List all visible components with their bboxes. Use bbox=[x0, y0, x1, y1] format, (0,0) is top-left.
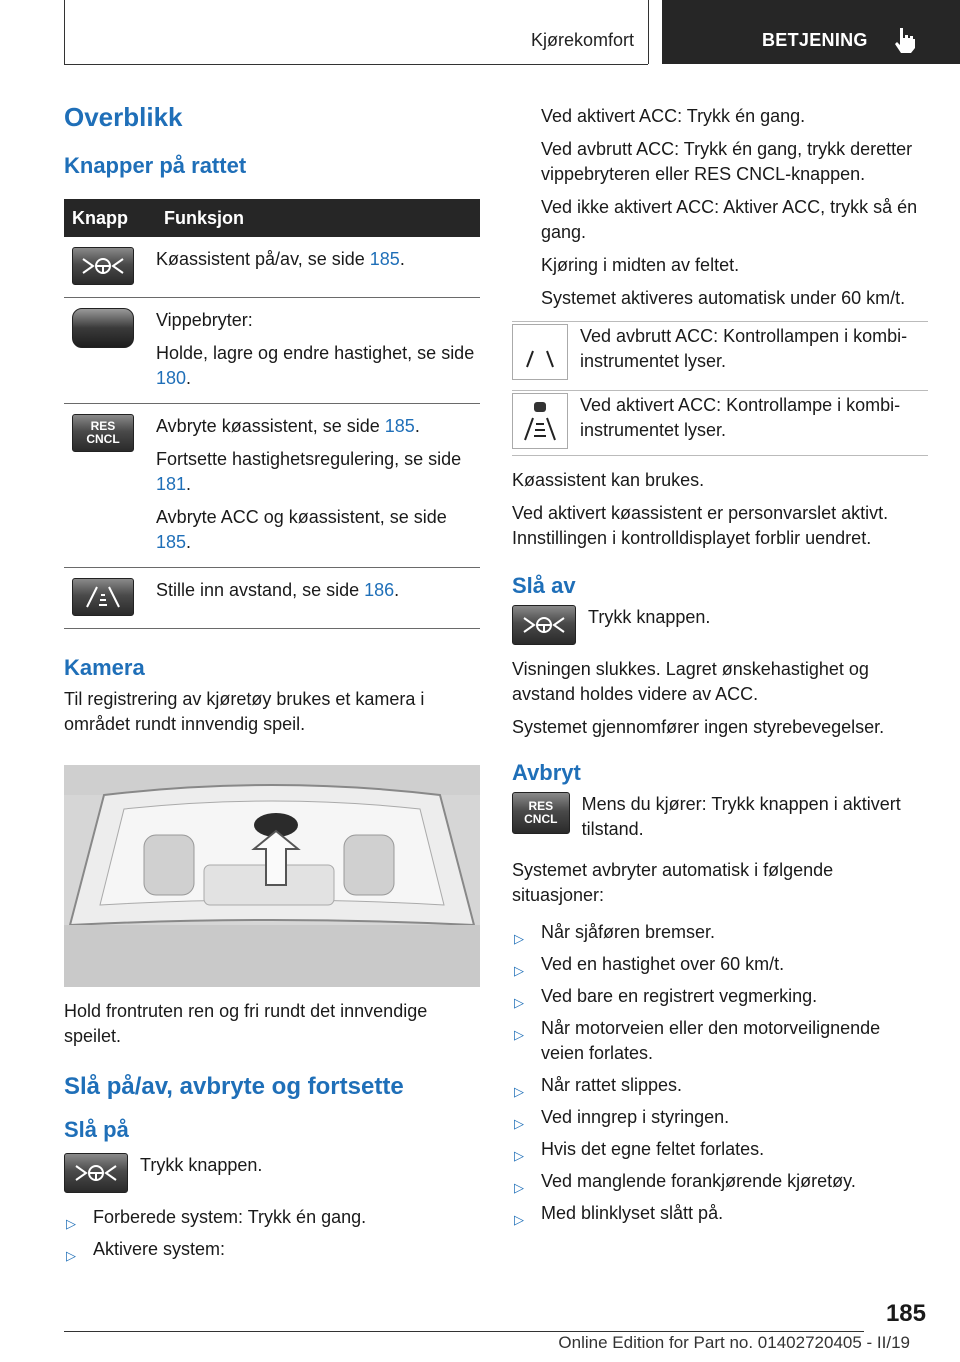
off-text-2: Systemet gjennomfører ingen styrebevegelser. bbox=[512, 717, 885, 737]
triangle-bullet-icon: ▷ bbox=[514, 1212, 524, 1227]
triangle-bullet-icon: ▷ bbox=[514, 1027, 524, 1042]
list-item: ▷ Når motorveien eller den motorveilignende veien forlates. bbox=[514, 1018, 881, 1063]
list-item: ▷ Hvis det egne feltet forlates. bbox=[512, 1137, 928, 1162]
list-item: ▷ Ved manglende forankjørende kjøretøy. bbox=[512, 1169, 928, 1194]
table-cell-text: Køassistent på/av, se side 185. bbox=[156, 249, 405, 269]
footer-edition: Online Edition for Part no. 01402720405 - II/19 bbox=[558, 1333, 910, 1352]
page-link[interactable]: 186 bbox=[364, 580, 395, 600]
list-item: ▷ Forberede system: Trykk én gang. bbox=[64, 1205, 480, 1230]
triangle-bullet-icon: ▷ bbox=[514, 931, 524, 946]
table-row bbox=[64, 298, 480, 404]
table-cell-text: Avbryte ACC og køassistent, se side 185. bbox=[156, 507, 447, 552]
page-number: 185 bbox=[885, 1300, 926, 1327]
usable-text: Køassistent kan brukes. bbox=[512, 470, 705, 490]
divider bbox=[512, 390, 928, 391]
camera-text: Til registrering av kjøretøy brukes et kamera i området rundt innvendig speil. bbox=[64, 689, 425, 734]
cancel-press-text: Mens du kjører: Trykk knappen i aktivert tilstand. bbox=[581, 794, 901, 839]
list-item: ▷ Når sjåføren bremser. bbox=[512, 920, 928, 945]
table-row bbox=[64, 568, 480, 629]
cruise-assist-icon bbox=[512, 605, 576, 645]
left-column bbox=[64, 96, 480, 1269]
indicator-active-text: Ved aktivert ACC: Kontrollampe i kombi-instrumentet lyser. bbox=[580, 395, 901, 440]
camera-heading: Kamera bbox=[64, 655, 145, 680]
warning-text: Ved aktivert køassistent er personvarslet aktivt. Innstillingen i kontrolldisplayet forblir uendret. bbox=[512, 503, 889, 548]
table-cell-text: Fortsette hastighetsregulering, se side 181. bbox=[156, 449, 462, 494]
camera-photo bbox=[64, 765, 480, 987]
page-link[interactable]: 185 bbox=[384, 416, 415, 436]
triangle-bullet-icon: ▷ bbox=[514, 1148, 524, 1163]
list-item: ▷ Ved en hastighet over 60 km/t. bbox=[512, 952, 928, 977]
hand-pointer-icon bbox=[892, 26, 918, 54]
header-chapter-tab bbox=[662, 0, 960, 64]
triangle-bullet-icon: ▷ bbox=[514, 1084, 524, 1099]
page-link[interactable]: 181 bbox=[156, 474, 187, 494]
header-left-rule bbox=[64, 0, 65, 64]
acc-step-text: Ved ikke aktivert ACC: Aktiver ACC, trykk så én gang. bbox=[541, 197, 918, 242]
acc-step-text: Kjøring i midten av feltet. bbox=[541, 255, 740, 275]
cancel-conditions-list bbox=[512, 920, 928, 1226]
indicator-interrupted-text: Ved avbrutt ACC: Kontrollampen i kombi-instrumentet lyser. bbox=[580, 326, 908, 371]
lane-indicator-icon bbox=[512, 324, 568, 380]
photo-caption: Hold frontruten ren og fri rundt det innvendige speilet. bbox=[64, 1001, 428, 1046]
footer-rule bbox=[64, 1331, 864, 1332]
list-item: ▷ Med blinklyset slått på. bbox=[512, 1201, 928, 1226]
header-section-title: Kjørekomfort bbox=[530, 30, 634, 50]
rocker-switch-icon bbox=[72, 308, 134, 348]
header-chapter-label: BETJENING bbox=[762, 30, 868, 50]
page-link[interactable]: 180 bbox=[156, 368, 187, 388]
page-title: Overblikk bbox=[64, 102, 183, 132]
page-link[interactable]: 185 bbox=[156, 532, 187, 552]
res-cncl-icon: RES CNCL bbox=[72, 414, 134, 452]
triangle-bullet-icon: ▷ bbox=[514, 995, 524, 1010]
table-cell-text: Stille inn avstand, se side 186. bbox=[156, 580, 400, 600]
off-heading: Slå av bbox=[512, 573, 576, 598]
triangle-bullet-icon: ▷ bbox=[66, 1248, 76, 1263]
onoff-heading: Slå på/av, avbryte og fortsette bbox=[64, 1073, 404, 1100]
on-heading: Slå på bbox=[64, 1117, 129, 1142]
distance-icon bbox=[72, 578, 134, 616]
acc-step-text: Systemet aktiveres automatisk under 60 km/t. bbox=[541, 288, 906, 308]
triangle-bullet-icon: ▷ bbox=[66, 1216, 76, 1231]
triangle-bullet-icon: ▷ bbox=[514, 1116, 524, 1131]
list-item: ▷ Når rattet slippes. bbox=[512, 1073, 928, 1098]
header-right-rule bbox=[648, 0, 649, 64]
acc-step-text: Ved aktivert ACC: Trykk én gang. bbox=[541, 106, 806, 126]
divider bbox=[512, 455, 928, 456]
off-text-1: Visningen slukkes. Lagret ønskehastighet og avstand holdes videre av ACC. bbox=[512, 659, 869, 704]
on-steps-list bbox=[64, 1205, 480, 1262]
cruise-assist-icon bbox=[64, 1153, 128, 1193]
table-header-function: Funksjon bbox=[156, 199, 480, 237]
list-item: ▷ Ved bare en registrert vegmerking. bbox=[512, 984, 928, 1009]
cancel-heading: Avbryt bbox=[512, 760, 581, 785]
table-cell-text: Vippebryter: bbox=[156, 310, 253, 330]
divider bbox=[512, 321, 928, 322]
list-item: ▷ Ved inngrep i styringen. bbox=[512, 1105, 928, 1130]
table-row bbox=[64, 404, 480, 568]
on-press-text: Trykk knappen. bbox=[140, 1155, 263, 1175]
header-bottom-rule bbox=[64, 64, 648, 65]
buttons-table bbox=[64, 199, 480, 629]
lane-assist-active-icon bbox=[512, 393, 568, 449]
table-cell-text: Holde, lagre og endre hastighet, se side 180. bbox=[156, 343, 475, 388]
page-link[interactable]: 185 bbox=[369, 249, 400, 269]
acc-step-text: Ved avbrutt ACC: Trykk én gang, trykk deretter vippebryteren eller RES CNCL-knappen. bbox=[541, 139, 913, 184]
list-item: ▷ Aktivere system: bbox=[64, 1237, 480, 1262]
table-row bbox=[64, 237, 480, 298]
off-press-text: Trykk knappen. bbox=[588, 607, 711, 627]
table-cell-text: Avbryte køassistent, se side 185. bbox=[156, 416, 420, 436]
cancel-intro-text: Systemet avbryter automatisk i følgende situasjoner: bbox=[512, 860, 834, 905]
cruise-assist-icon bbox=[72, 247, 134, 285]
right-column bbox=[512, 96, 928, 1233]
triangle-bullet-icon: ▷ bbox=[514, 963, 524, 978]
res-cncl-icon: RES CNCL bbox=[512, 792, 570, 834]
buttons-heading: Knapper på rattet bbox=[64, 153, 247, 178]
triangle-bullet-icon: ▷ bbox=[514, 1180, 524, 1195]
table-header-button: Knapp bbox=[64, 199, 156, 237]
